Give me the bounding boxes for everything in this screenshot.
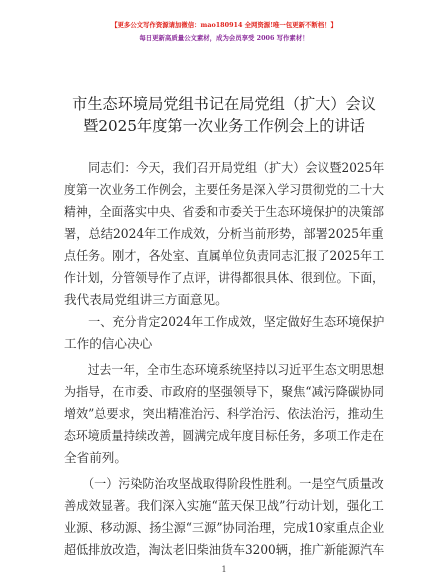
document-title-line2: 暨2025年度第一次业务工作例会上的讲话 [83,117,365,135]
body-line: 作计划，分管领导作了点评，讲得都很具体、很到位。下面， [64,270,385,285]
body-line: 全省前列。 [64,450,127,465]
body-line: 为指导，在市委、市政府的坚强领导下，聚焦“减污降碳协同 [64,384,384,399]
promo-banner-line1: 【更多公文写作资源请加微信：mao180914 全网资源!唯一包更新不断档！】 [111,21,337,29]
body-line: 态环境质量持续改善，圆满完成年度目标任务，多项工作走在 [64,428,385,443]
section-heading-line: 一、充分肯定2024年工作成效，坚定做好生态环境保护 [64,314,385,329]
body-line: 署，总结2024年工作成效，分析当前形势，部署2025年重 [64,226,384,241]
promo-banner-line2: 每日更新高质量公文素材，成为会员享受 2006 写作素材！ [139,34,309,42]
document-title-line1: 市生态环境局党组书记在局党组（扩大）会议 [72,95,376,113]
body-line: 点任务。刚才，各处室、直属单位负责同志汇报了2025年工 [64,248,385,263]
body-line: 超低排放改造，淘汰老旧柴油货车3200辆，推广新能源汽车 [64,542,385,557]
section-heading-line: 工作的信心决心 [64,336,153,351]
body-line: 增效”总要求，突出精准治污、科学治污、依法治污，推动生 [64,406,384,421]
body-line: 度第一次业务工作例会，主要任务是深入学习贯彻党的二十大 [64,182,385,197]
body-line: 精神，全面落实中央、省委和市委关于生态环境保护的决策部 [64,204,385,219]
page-number: 1 [221,565,227,574]
body-line: 业源、移动源、扬尘源“三源”协同治理，完成10家重点企业 [64,520,385,535]
body-line: 同志们：今天，我们召开局党组（扩大）会议暨2025年 [64,160,385,175]
body-line: 我代表局党组讲三方面意见。 [64,292,228,307]
body-line: 善成效显著。我们深入实施“蓝天保卫战”行动计划，强化工 [64,498,384,513]
body-line: （一）污染防治攻坚战取得阶段性胜利。一是空气质量改 [64,476,384,491]
body-line: 过去一年，全市生态环境系统坚持以习近平生态文明思想 [64,362,385,377]
